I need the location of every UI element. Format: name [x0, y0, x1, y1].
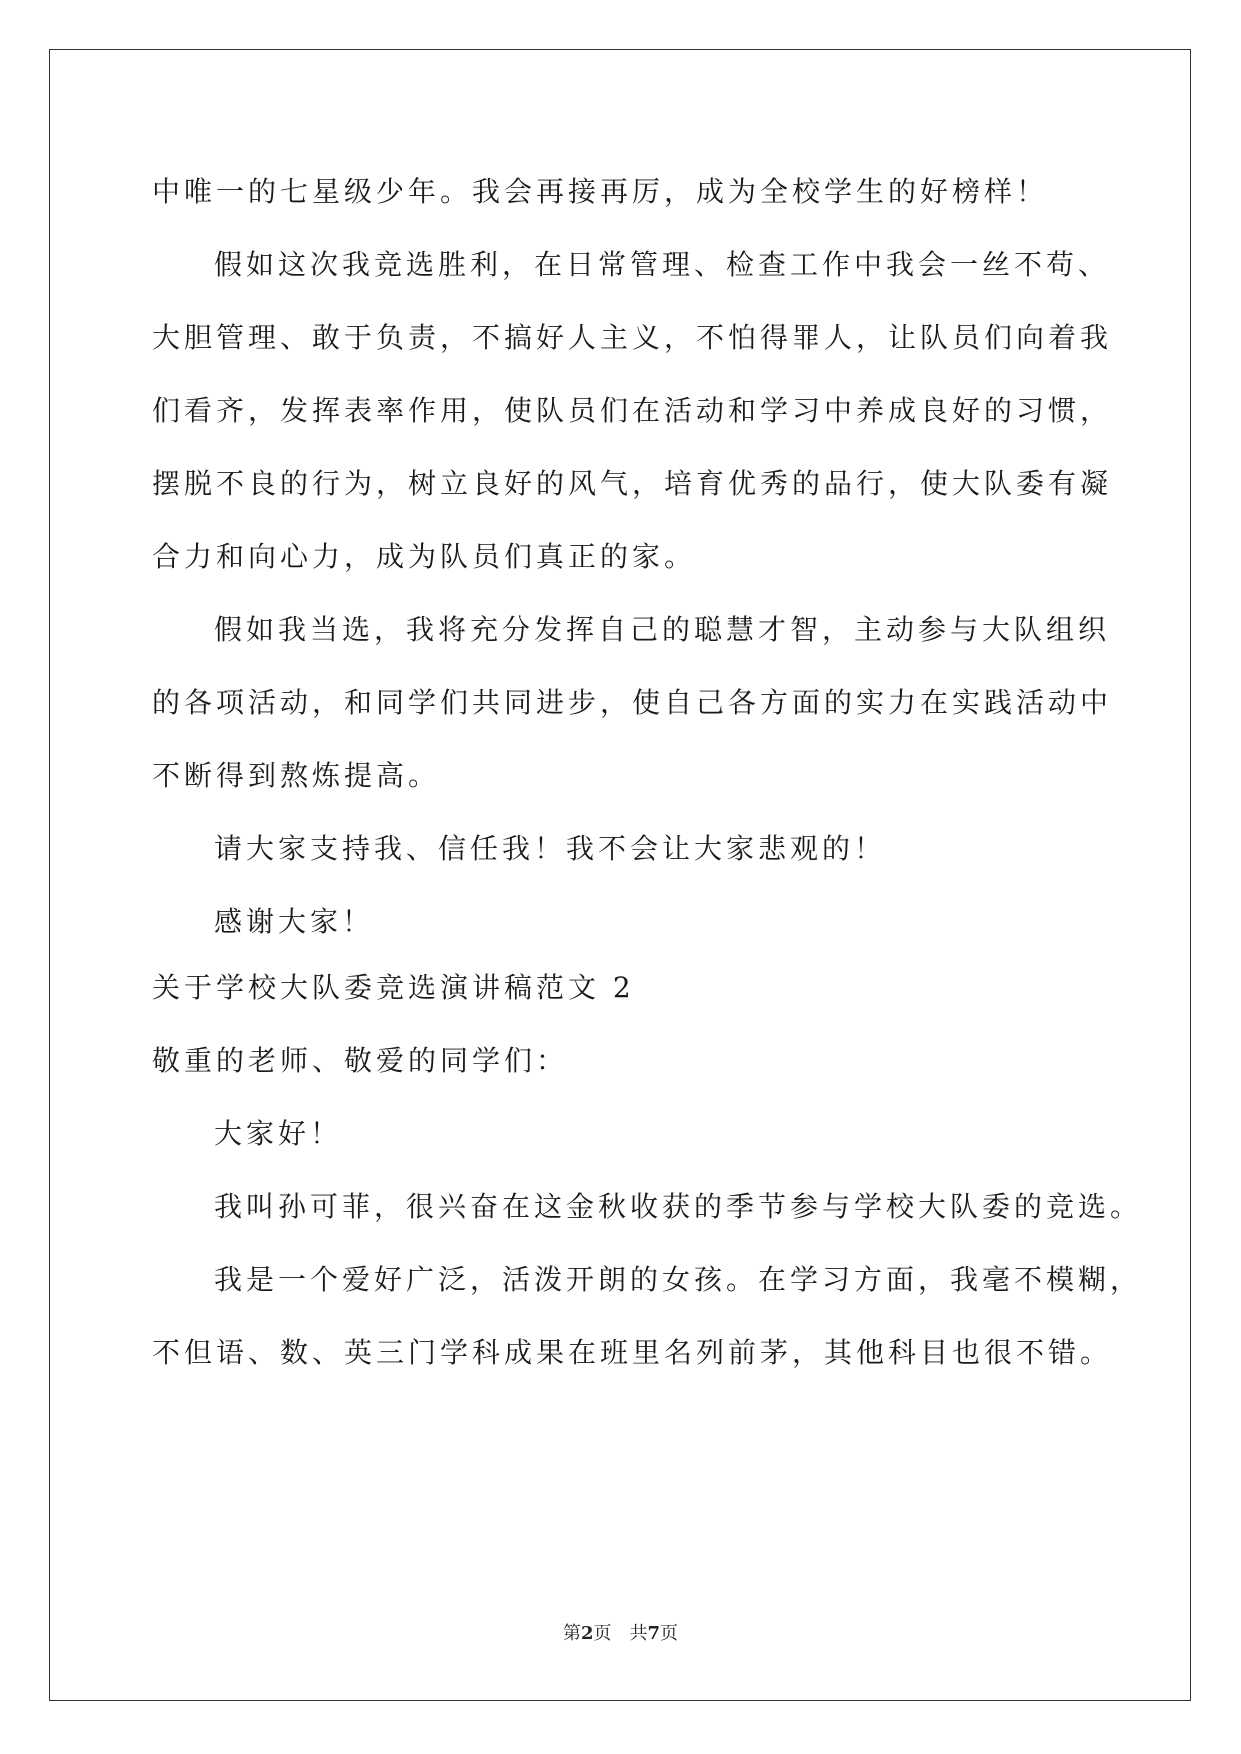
section-title: 关于学校大队委竞选演讲稿范文 2 — [152, 971, 635, 1004]
paragraph-first-line: 我叫孙可菲，很兴奋在这金秋收获的季节参与学校大队委的竞选。 — [214, 1190, 1143, 1223]
body-line: 不但语、数、英三门学科成果在班里名列前茅，其他科目也很不错。 — [152, 1336, 1113, 1369]
page-suffix: 页 — [593, 1623, 612, 1644]
total-prefix: 共 — [629, 1623, 648, 1644]
total-suffix: 页 — [660, 1623, 679, 1644]
body-line: 摆脱不良的行为，树立良好的风气，培育优秀的品行，使大队委有凝 — [152, 467, 1113, 500]
body-line: 的各项活动，和同学们共同进步，使自己各方面的实力在实践活动中 — [152, 686, 1113, 719]
body-line: 中唯一的七星级少年。我会再接再厉，成为全校学生的好榜样！ — [152, 175, 1049, 208]
closing-line: 感谢大家！ — [214, 905, 375, 938]
body-line: 合力和向心力，成为队员们真正的家。 — [152, 540, 697, 573]
paragraph-first-line: 我是一个爱好广泛，活泼开朗的女孩。在学习方面，我毫不模糊， — [214, 1263, 1143, 1296]
page-current: 2 — [580, 1623, 594, 1644]
paragraph-first-line: 假如我当选，我将充分发挥自己的聪慧才智，主动参与大队组织 — [214, 613, 1111, 646]
page-footer — [0, 1622, 1241, 1646]
body-line: 不断得到熬炼提高。 — [152, 759, 441, 792]
page-prefix: 第 — [562, 1623, 581, 1644]
salutation: 敬重的老师、敬爱的同学们： — [152, 1044, 569, 1077]
body-line: 大胆管理、敢于负责，不搞好人主义，不怕得罪人，让队员们向着我 — [152, 321, 1113, 354]
body-line: 们看齐，发挥表率作用，使队员们在活动和学习中养成良好的习惯， — [152, 394, 1113, 427]
paragraph-first-line: 假如这次我竞选胜利，在日常管理、检查工作中我会一丝不苟、 — [214, 248, 1111, 281]
page-total: 7 — [647, 1623, 661, 1644]
greeting: 大家好！ — [214, 1117, 343, 1150]
page-frame — [49, 49, 1191, 1701]
paragraph-first-line: 请大家支持我、信任我！我不会让大家悲观的！ — [214, 832, 887, 865]
